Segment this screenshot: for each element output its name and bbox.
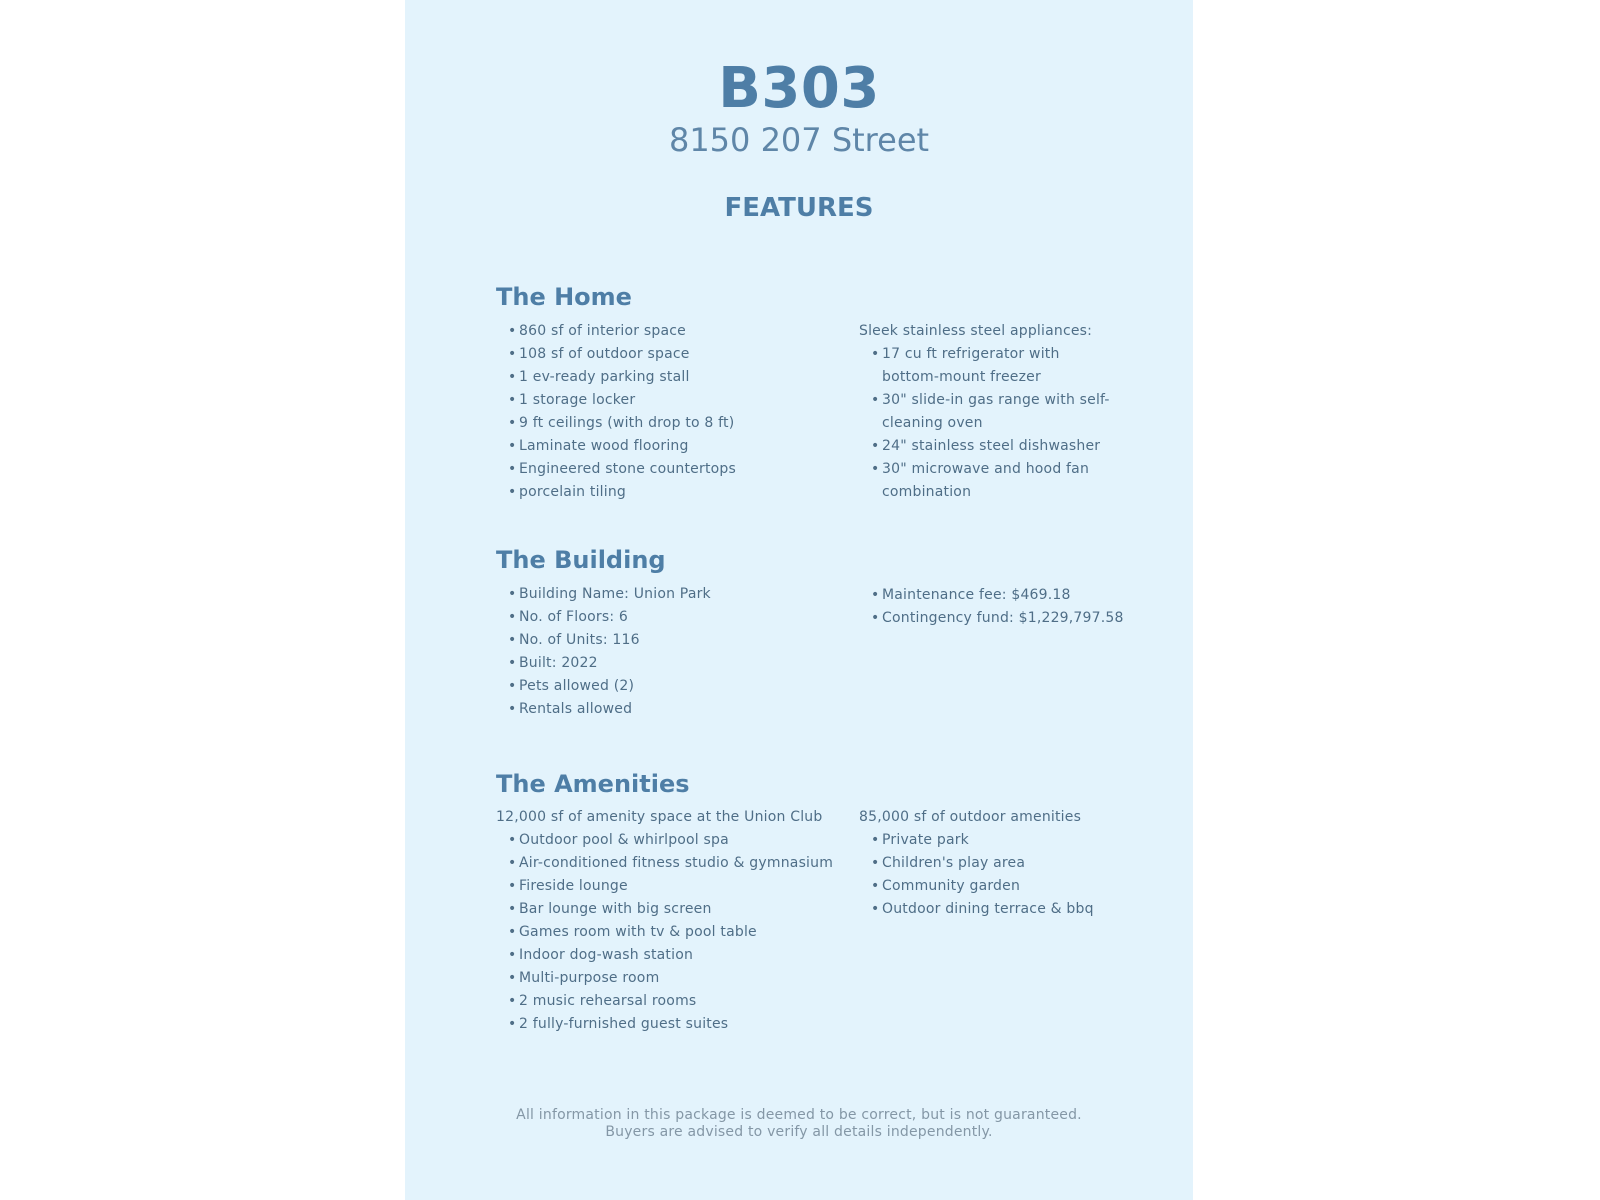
disclaimer-line-1: All information in this package is deemed to be correct, but is not guaranteed. <box>516 1107 1082 1123</box>
outdoor-amenity-item: • Private park <box>871 829 1179 852</box>
street-address: 8150 207 Street <box>668 121 930 159</box>
outdoor-amenity-item: • Community garden <box>871 875 1179 898</box>
home-feature-item: • 9 ft ceilings (with drop to 8 ft) <box>508 412 836 435</box>
appliances-list <box>859 320 1121 504</box>
outdoor-amenity-item: • Children's play area <box>871 852 1179 875</box>
home-feature-item: • 1 ev-ready parking stall <box>508 366 836 389</box>
outdoor-amenities-intro: 85,000 sf of outdoor amenities <box>859 809 1082 825</box>
indoor-amenity-item: • Multi-purpose room <box>508 967 846 990</box>
home-feature-item: • 108 sf of outdoor space <box>508 343 836 366</box>
outdoor-amenities-list <box>859 806 1179 921</box>
home-feature-item: • 1 storage locker <box>508 389 836 412</box>
home-section-title: The Home <box>496 283 632 311</box>
home-feature-item: • Laminate wood flooring <box>508 435 836 458</box>
unit-number: B303 <box>718 56 880 121</box>
building-fee-item: • Maintenance fee: $469.18 <box>871 584 1179 607</box>
indoor-amenity-item: • Outdoor pool & whirlpool spa <box>508 829 846 852</box>
indoor-amenity-item: • 2 fully-furnished guest suites <box>508 1013 846 1036</box>
amenities-section-title: The Amenities <box>496 770 690 798</box>
features-heading: FEATURES <box>724 193 874 223</box>
building-details-list <box>496 583 836 721</box>
indoor-amenity-item: • Fireside lounge <box>508 875 846 898</box>
indoor-amenity-item: • Indoor dog-wash station <box>508 944 846 967</box>
building-detail-item: • Rentals allowed <box>508 698 836 721</box>
appliances-intro: Sleek stainless steel appliances: <box>859 323 1093 339</box>
building-fees-list <box>859 584 1179 630</box>
building-detail-item: • No. of Floors: 6 <box>508 606 836 629</box>
appliance-item: • 17 cu ft refrigerator with bottom-mount freezer <box>871 343 1121 389</box>
building-section-title: The Building <box>496 546 666 574</box>
building-detail-item: • Pets allowed (2) <box>508 675 836 698</box>
disclaimer-line-2: Buyers are advised to verify all details independently. <box>605 1124 993 1140</box>
indoor-amenity-item: • Games room with tv & pool table <box>508 921 846 944</box>
appliance-item: • 30" slide-in gas range with self-cleaning oven <box>871 389 1121 435</box>
home-feature-item: • 860 sf of interior space <box>508 320 836 343</box>
home-feature-item: • Engineered stone countertops <box>508 458 836 481</box>
building-fee-item: • Contingency fund: $1,229,797.58 <box>871 607 1179 630</box>
indoor-amenities-list <box>496 806 846 1036</box>
indoor-amenity-item: • Air-conditioned fitness studio & gymnasium <box>508 852 846 875</box>
indoor-amenity-item: • 2 music rehearsal rooms <box>508 990 846 1013</box>
home-feature-item: • porcelain tiling <box>508 481 836 504</box>
disclaimer <box>405 1107 1193 1141</box>
feature-sheet-page <box>405 0 1193 1200</box>
outdoor-amenity-item: • Outdoor dining terrace & bbq <box>871 898 1179 921</box>
indoor-amenities-intro: 12,000 sf of amenity space at the Union Club <box>496 809 823 825</box>
building-detail-item: • Built: 2022 <box>508 652 836 675</box>
appliance-item: • 30" microwave and hood fan combination <box>871 458 1121 504</box>
home-features-list <box>496 320 836 504</box>
appliance-item: • 24" stainless steel dishwasher <box>871 435 1121 458</box>
building-detail-item: • No. of Units: 116 <box>508 629 836 652</box>
building-detail-item: • Building Name: Union Park <box>508 583 836 606</box>
indoor-amenity-item: • Bar lounge with big screen <box>508 898 846 921</box>
